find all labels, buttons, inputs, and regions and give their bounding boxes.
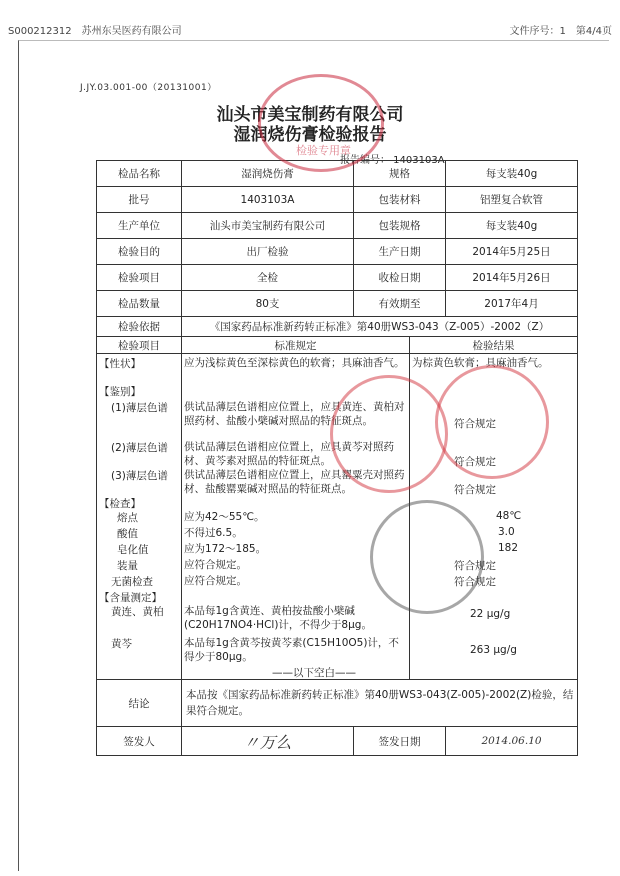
info-value: 汕头市美宝制药有限公司 (182, 213, 354, 239)
info-label: 包装材料 (354, 187, 446, 213)
res-tlc3: 符合规定 (454, 484, 496, 496)
info-label: 生产单位 (97, 213, 182, 239)
items-column (97, 354, 182, 680)
signature-area (182, 727, 354, 756)
blank-marker: ——以下空白—— (272, 667, 356, 679)
item-tlc2: (2)薄层色谱 (111, 442, 168, 454)
info-value: 出厂检验 (182, 239, 354, 265)
info-value: 1403103A (182, 187, 354, 213)
info-row (97, 213, 578, 239)
report-title: 湿润烧伤膏检验报告 (233, 125, 387, 145)
res-saponification: 182 (498, 542, 519, 554)
results-column (410, 354, 578, 680)
info-label: 检品名称 (97, 161, 182, 187)
item-character: 【性状】 (99, 358, 141, 370)
signer-label: 签发人 (97, 727, 182, 756)
issue-date: 2014.06.10 (446, 727, 578, 756)
info-value: 80支 (182, 291, 354, 317)
info-label: 批号 (97, 187, 182, 213)
date-label: 签发日期 (354, 727, 446, 756)
info-value: 湿润烧伤膏 (182, 161, 354, 187)
std-filling: 应符合规定。 (184, 559, 247, 571)
std-berberine: 本品每1g含黄连、黄柏按盐酸小檗碱(C20H17NO4·HCl)计，不得少于8μg。 (184, 605, 372, 631)
header-item: 检验项目 (97, 337, 182, 354)
info-value: 全检 (182, 265, 354, 291)
company-title: 汕头市美宝制药有限公司 (216, 105, 404, 125)
info-value: 2017年4月 (446, 291, 578, 317)
item-acid: 酸值 (117, 528, 138, 540)
std-tlc3: 供试品薄层色谱相应位置上，应具罂粟壳对照药材、盐酸罂粟碱对照品的特征斑点。 (184, 469, 405, 495)
report-table (96, 160, 578, 756)
res-baicalin: 263 μg/g (470, 644, 517, 656)
report-number: 报告编号： 1403103A (340, 155, 445, 166)
info-value: 每支装40g (446, 213, 578, 239)
info-value: 2014年5月25日 (446, 239, 578, 265)
info-label: 检验目的 (97, 239, 182, 265)
form-code: J.JY.03.001-00（20131001） (80, 83, 217, 93)
info-label: 收检日期 (354, 265, 446, 291)
page-indicator: 文件序号：1 第4/4页 (509, 26, 612, 37)
info-row (97, 187, 578, 213)
info-label: 检验项目 (97, 265, 182, 291)
item-tlc1: (1)薄层色谱 (111, 402, 168, 414)
item-berberine: 黄连、黄柏 (111, 606, 164, 618)
info-row (97, 161, 578, 187)
info-value: 铝塑复合软管 (446, 187, 578, 213)
conclusion-row (97, 680, 578, 727)
item-melting: 熔点 (117, 512, 138, 524)
basis-row (97, 317, 578, 337)
info-row (97, 239, 578, 265)
conclusion-label: 结论 (97, 680, 182, 727)
standards-column (182, 354, 410, 680)
results-header (97, 337, 578, 354)
res-filling: 符合规定 (454, 560, 496, 572)
info-label: 有效期至 (354, 291, 446, 317)
std-saponification: 应为172～185。 (184, 543, 267, 555)
item-filling: 装量 (117, 560, 138, 572)
res-berberine: 22 μg/g (470, 608, 511, 620)
conclusion-text: 本品按《国家药品标准新药转正标准》第40册WS3-043(Z-005)-2002(Z)检验，结果符合规定。 (182, 680, 578, 727)
item-saponification: 皂化值 (117, 544, 149, 556)
info-label: 检品数量 (97, 291, 182, 317)
res-melting: 48℃ (496, 510, 522, 522)
page-header (8, 22, 612, 38)
res-acid: 3.0 (498, 526, 515, 538)
header-result: 检验结果 (410, 337, 578, 354)
std-character: 应为浅棕黄色至深棕黄色的软膏；具麻油香气。 (184, 357, 405, 369)
info-value: 每支装40g (446, 161, 578, 187)
info-row (97, 265, 578, 291)
header-standard: 标准规定 (182, 337, 410, 354)
std-melting: 应为42～55℃。 (184, 511, 265, 523)
results-body (97, 354, 578, 680)
res-character: 为棕黄色软膏；具麻油香气。 (412, 357, 549, 369)
std-tlc1: 供试品薄层色谱相应位置上，应具黄连、黄柏对照药材、盐酸小檗碱对照品的特征斑点。 (184, 401, 405, 427)
std-acid: 不得过6.5。 (184, 527, 243, 539)
item-tlc3: (3)薄层色谱 (111, 470, 168, 482)
res-tlc1: 符合规定 (454, 418, 496, 430)
res-tlc2: 符合规定 (454, 456, 496, 468)
std-baicalin: 本品每1g含黄芩按黄芩素(C15H10O5)计，不得少于80μg。 (184, 637, 399, 663)
info-row (97, 291, 578, 317)
info-label: 包装规格 (354, 213, 446, 239)
std-tlc2: 供试品薄层色谱相应位置上，应具黄芩对照药材、黄芩素对照品的特征斑点。 (184, 441, 394, 467)
info-label: 生产日期 (354, 239, 446, 265)
info-value: 2014年5月26日 (446, 265, 578, 291)
item-inspection: 【检查】 (99, 498, 141, 510)
item-sterility: 无菌检查 (111, 576, 153, 588)
doc-code-company: S000212312 苏州东吴医药有限公司 (8, 26, 182, 37)
handwritten-signature: 〃万么 (243, 732, 292, 752)
basis-label: 检验依据 (97, 317, 182, 337)
std-sterility: 应符合规定。 (184, 575, 247, 587)
res-sterility: 符合规定 (454, 576, 496, 588)
sign-row (97, 727, 578, 756)
item-assay: 【含量测定】 (99, 592, 162, 604)
info-label: 规格 (354, 161, 446, 187)
stamp-text: 检验专用章 (296, 144, 351, 157)
basis-value: 《国家药品标准新药转正标准》第40册WS3-043（Z-005）-2002（Z） (182, 317, 578, 337)
item-identification: 【鉴别】 (99, 386, 141, 398)
item-baicalin: 黄芩 (111, 638, 132, 650)
